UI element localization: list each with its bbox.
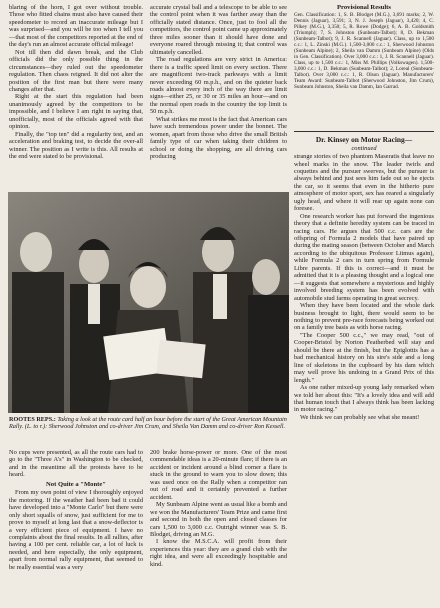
paragraph: From my own point of view I thoroughly enjoyed the motoring. If the weather had been bad it could have developed into a "Monte Carlo" but there were only short squalls of snow, just sufficient for me to prove to myself at long last that a snow-deflector is a very efficient piece of equipment. I have no complaints about the final results. In all rallies, after having a 100 per cent. reliable car, a lot of luck is needed, and here especially, the only equipment, apart from normal rally equipment, that seemed to be really essential was a very bbox=[9, 489, 143, 571]
paragraph: What strikes me most is the fact that American cars have such tremendous power under the bonnet. The women, apart from those who drive the small British family type of car when taking their children to school or doing the shopping, are all driving cars producing bbox=[150, 115, 287, 161]
paragraph: One research worker has put forward the ingenious theory that a definite heredity system can be traced in racing cars. He argues that 500 c.c. cars are the offspring of Formula 2 models that have paired up during the mating season (between October and March according to the ubiquitous Professor Litmus again), while Formula 2 cars in turn spring from Formule Libre parents. If this is correct—and it must be admitted that it is a pleasing thought and a logical one—it suggests that somewhere a mysterious and highly involved breeding system has been evolved with automobile stud farms operating in great secrecy. bbox=[294, 212, 434, 302]
paragraph: blaring of the horn, I got over without trouble. Those who fitted chains must also have caused their speedometer to record an inaccurate mileage but I was surprised—and you will be too when I tell you—that most of the competitors reported at the end of the day's run an almost accurate official mileage! bbox=[9, 4, 143, 49]
paragraph: My Sunbeam Alpine went as usual like a bomb and we won the Manufacturers' Team Prize and came first and second in both the open and closed classes for cars 1,500 to 3,000 c.c. Outright winner was S. B. Blodget, driving an M.G. bbox=[150, 501, 287, 538]
paragraph: strange stories of two phantom Maseratis that leave no wheel marks in the snow. The leader twirls and coquettes and the pursuer swerves, but the pursuer is always behind and just sees him fade out so he ejects the car, so it seems that even in the hitherto pure atmosphere of motor sport, sex has reared a singularly ugly head, and where it will rear up again none can foresee. bbox=[294, 153, 434, 213]
provisional-results bbox=[294, 4, 434, 90]
paragraph: As one rather mixed-up young lady remarked when we told her about this: "It's a lovely idea and will add that human touch that I always think has been lacking in motor racing." bbox=[294, 384, 434, 414]
article-column-left-top bbox=[9, 4, 143, 161]
paragraph: Right at the start this regulation had been unanimously agreed by the competitors to be impossible, and I believe I am right in saying that, unofficially, most of the officials agreed with that opinion. bbox=[9, 93, 143, 131]
continued-label: continued bbox=[351, 144, 377, 152]
paragraph: Not till then did dawn break, and the Club officials did the only possible thing in the circumstances—they ruled out the speedometer regulation. Then chaos reigned. It did not alter the position of the first man but there were many changes after that. bbox=[9, 48, 143, 93]
paragraph: The road regulations are very strict in America: there is a traffic speed limit on every section. There are magnificent two-track parkways with a limit never exceeding 60 m.p.h., and on the quieter back roads almost every inch of the way there are limit signs—either 25, or 30 or 35 miles an hour—and on the normal open roads in the country the top limit is 50 m.p.h. bbox=[150, 56, 287, 116]
paragraph: 200 brake horse-power or more. One of the most commendable ideas is a 20-minute flare; if there is an accident or incident around a blind corner a flare is stuck in the ground to warn you to slow down; this was used once on the Rally when a competitor ran out of road and it certainly prevented a further accident. bbox=[150, 449, 287, 501]
caption-lead: ROOTES REPS.: bbox=[9, 416, 56, 423]
results-text: Gen. Classification: 1, S. B. Blodget (M.G.), 3,691 marks; 2, W. Dennis (Jaguar), 3,591; 3, N. J. Joseph (Jaguar), 3,420; 4, C. Pilkey (M.G.), 3,350; 5, R. Rowe (Dodge); 6, A. B. Goldsmith (Triumph); 7, S. Johnston (Sunbeam-Talbot); 8, D. Bekman (Sunbeam-Talbot); 9, J. R. Scannell (Jaguar). Class, up to 1,500 c.c.: 1, L. Zinski (M.G.). 1,500-3,000 c.c.: 1, Sherwood Johnston (Sunbeam Alpine); 2, Sheila van Damm (Sunbeam Alpine) (Olds in Gen. Classification). Over 3,000 c.c.: 1, J. R. Scannell (Jaguar). Class, up to 1,500 c.c.: 1, Miss M. Phillips (Volkswagen). 1,500-3,000 c.c.: 1, D. Bekman (Sunbeam-Talbot); 2, Loreal (Sunbeam-Talbot). Over 3,000 c.c.: 1, R. Olson (Jaguar). Manufacturers' Team Award: Sunbeam-Talbot (Sherwood Johnston, Jim Crum), Sunbeam Johnston, Sheila van Damm, Ian Garrad. bbox=[294, 12, 434, 90]
paragraph: "The Cooper 500 c.c.," we may read, "out of Cooper-Bristol by Norton Featherbed will stay and should be there at the finish, but the Epiglottis has a bad mechanical history on his sire's side and a long line of skeletons in the cupboard by his dam which may well prove his undoing in a Grand Prix of this length." bbox=[294, 331, 434, 384]
photo-caption bbox=[9, 416, 288, 431]
caption-text: Taking a look at the route card half an hour before the start of the Great American Mountain Rally. (L. to r.): Sherwood Johnston and co-driver Jim Crum, and Sheila Van Damm and co-driver Ron Kessell. bbox=[9, 416, 287, 431]
article-column-right bbox=[294, 136, 434, 421]
article-column-middle-top bbox=[150, 4, 287, 161]
photograph-rally-crew bbox=[8, 192, 289, 413]
paragraph: Finally, the "top ten" did a regularity test, and an acceleration and braking test, to decide the over-all winner. The position as I write is this. All results at the end were stated to be provisional. bbox=[9, 130, 143, 161]
paragraph: No cups were presented, as all the route cars had to go to the "Three A's" in Washington to be checked, and in the meantime all the protests have to be heard. bbox=[9, 449, 143, 479]
paragraph: We think we can probably see what she meant! bbox=[300, 413, 420, 421]
paragraph: I know the M.S.C.A. will profit from their experiences this year: they are a grand club with the right idea, and were all exceedingly hospitable and kind. bbox=[150, 538, 287, 568]
results-title: Provisional Results bbox=[337, 4, 391, 11]
paragraph: When they have been located and the whole dark business brought to light, there would seem to be nothing to prevent pre-race forecasts being worked out on a family tree basis as with horse racing. bbox=[294, 302, 434, 332]
paragraph: accurate crystal ball and a telescope to be able to see the control point when it was farther away than the officially stated distance. Once, just to fool all the competitors, the control point came up approximately three miles sooner than it should have done and everyone roared through missing it; that control was ultimately cancelled. bbox=[150, 4, 287, 56]
article-column-middle-bottom bbox=[150, 449, 287, 568]
subheading: Not Quite a "Monte" bbox=[46, 480, 106, 488]
article-column-left-bottom bbox=[9, 449, 143, 571]
divider bbox=[294, 131, 434, 132]
article-heading: Dr. Kinsey on Motor Racing— bbox=[315, 135, 413, 144]
